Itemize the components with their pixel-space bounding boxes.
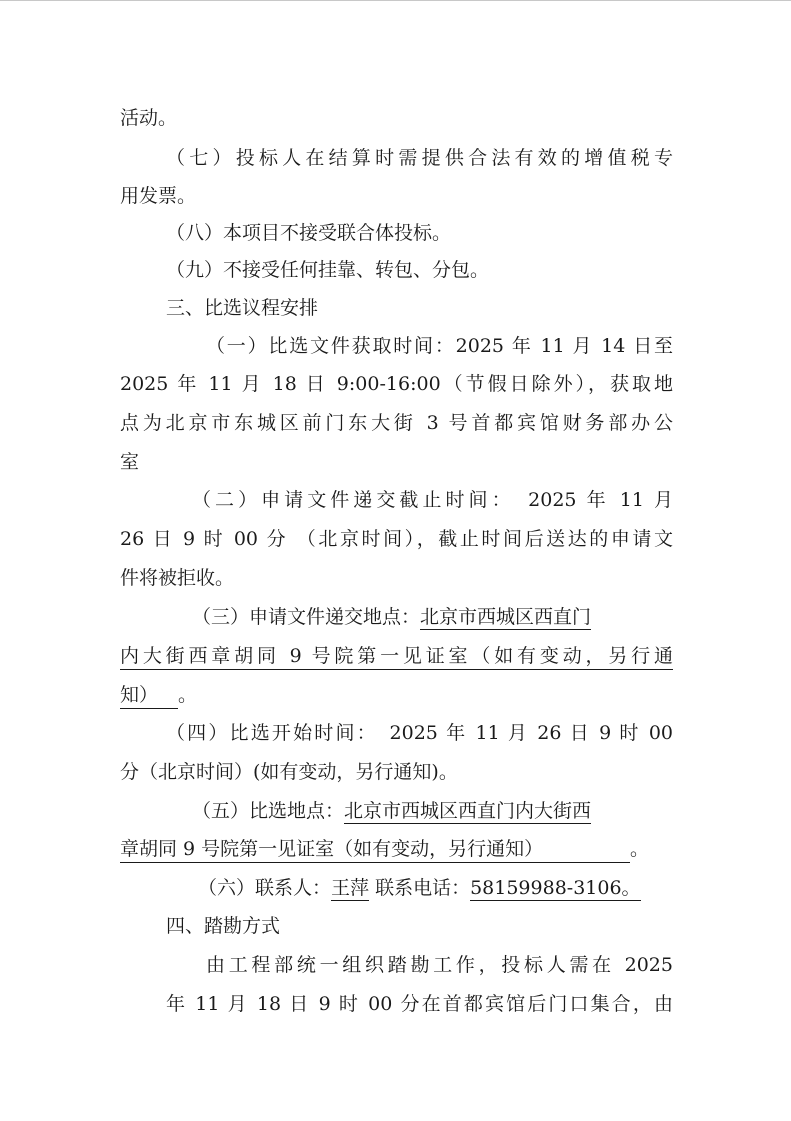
paragraph-line: 分（北京时间）(如有变动，另行通知)。 <box>120 761 458 783</box>
paragraph-line: （九）不接受任何挂靠、转包、分包。 <box>166 259 490 281</box>
underlined-address: 内大街西章胡同 9 号院第一见证室（如有变动，另行通 <box>120 644 673 670</box>
section-heading: 四、踏勘方式 <box>166 915 281 937</box>
paragraph-line: （二）申请文件递交截止时间： 2025 年 11 月 <box>192 489 673 511</box>
paragraph-line <box>192 605 591 629</box>
underlined-address: 北京市西城区西直门内大街西 <box>344 800 592 822</box>
paragraph-line: （八）本项目不接受联合体投标。 <box>166 222 452 244</box>
paragraph-line: 活动。 <box>120 107 178 129</box>
paragraph-line <box>120 683 197 707</box>
contact-phone: 58159988-3106。 <box>470 877 641 899</box>
paragraph-line: 2025 年 11 月 18 日 9:00-16:00（节假日除外），获取地 <box>120 373 673 395</box>
punctuation: 。 <box>178 684 198 706</box>
paragraph-line: 年 11 月 18 日 9 时 00 分在首都宾馆后门口集合，由 <box>166 993 673 1015</box>
label-text: （六）联系人： <box>198 877 332 899</box>
paragraph-line: （七）投标人在结算时需提供合法有效的增值税专 <box>166 147 673 169</box>
paragraph-line <box>192 799 591 823</box>
underlined-address: 北京市西城区西直门 <box>420 606 592 628</box>
underlined-address: 知） <box>120 683 178 709</box>
contact-name: 王萍 <box>331 877 370 899</box>
paragraph-line: 件将被拒收。 <box>120 567 235 589</box>
punctuation: 。 <box>630 838 650 860</box>
paragraph-line: （一）比选文件获取时间：2025 年 11 月 14 日至 <box>206 335 673 357</box>
contact-line <box>198 876 641 900</box>
paragraph-line <box>120 837 649 861</box>
paragraph-line: 室 <box>120 451 140 473</box>
paragraph-line: （四）比选开始时间： 2025 年 11 月 26 日 9 时 00 <box>166 722 673 744</box>
label-text: （五）比选地点： <box>192 800 345 822</box>
label-text: 联系电话： <box>369 877 471 899</box>
underlined-address: 章胡同 9 号院第一见证室（如有变动，另行通知） <box>120 837 630 863</box>
section-heading: 三、比选议程安排 <box>166 297 319 319</box>
paragraph-line: 26 日 9 时 00 分 （北京时间），截止时间后送达的申请文 <box>120 528 673 550</box>
label-text: （三）申请文件递交地点： <box>192 606 421 628</box>
paragraph-line: 由工程部统一组织踏勘工作，投标人需在 2025 <box>206 954 673 976</box>
paragraph-line: 点为北京市东城区前门东大街 3 号首都宾馆财务部办公 <box>120 412 673 434</box>
paragraph-line: 用发票。 <box>120 185 197 207</box>
